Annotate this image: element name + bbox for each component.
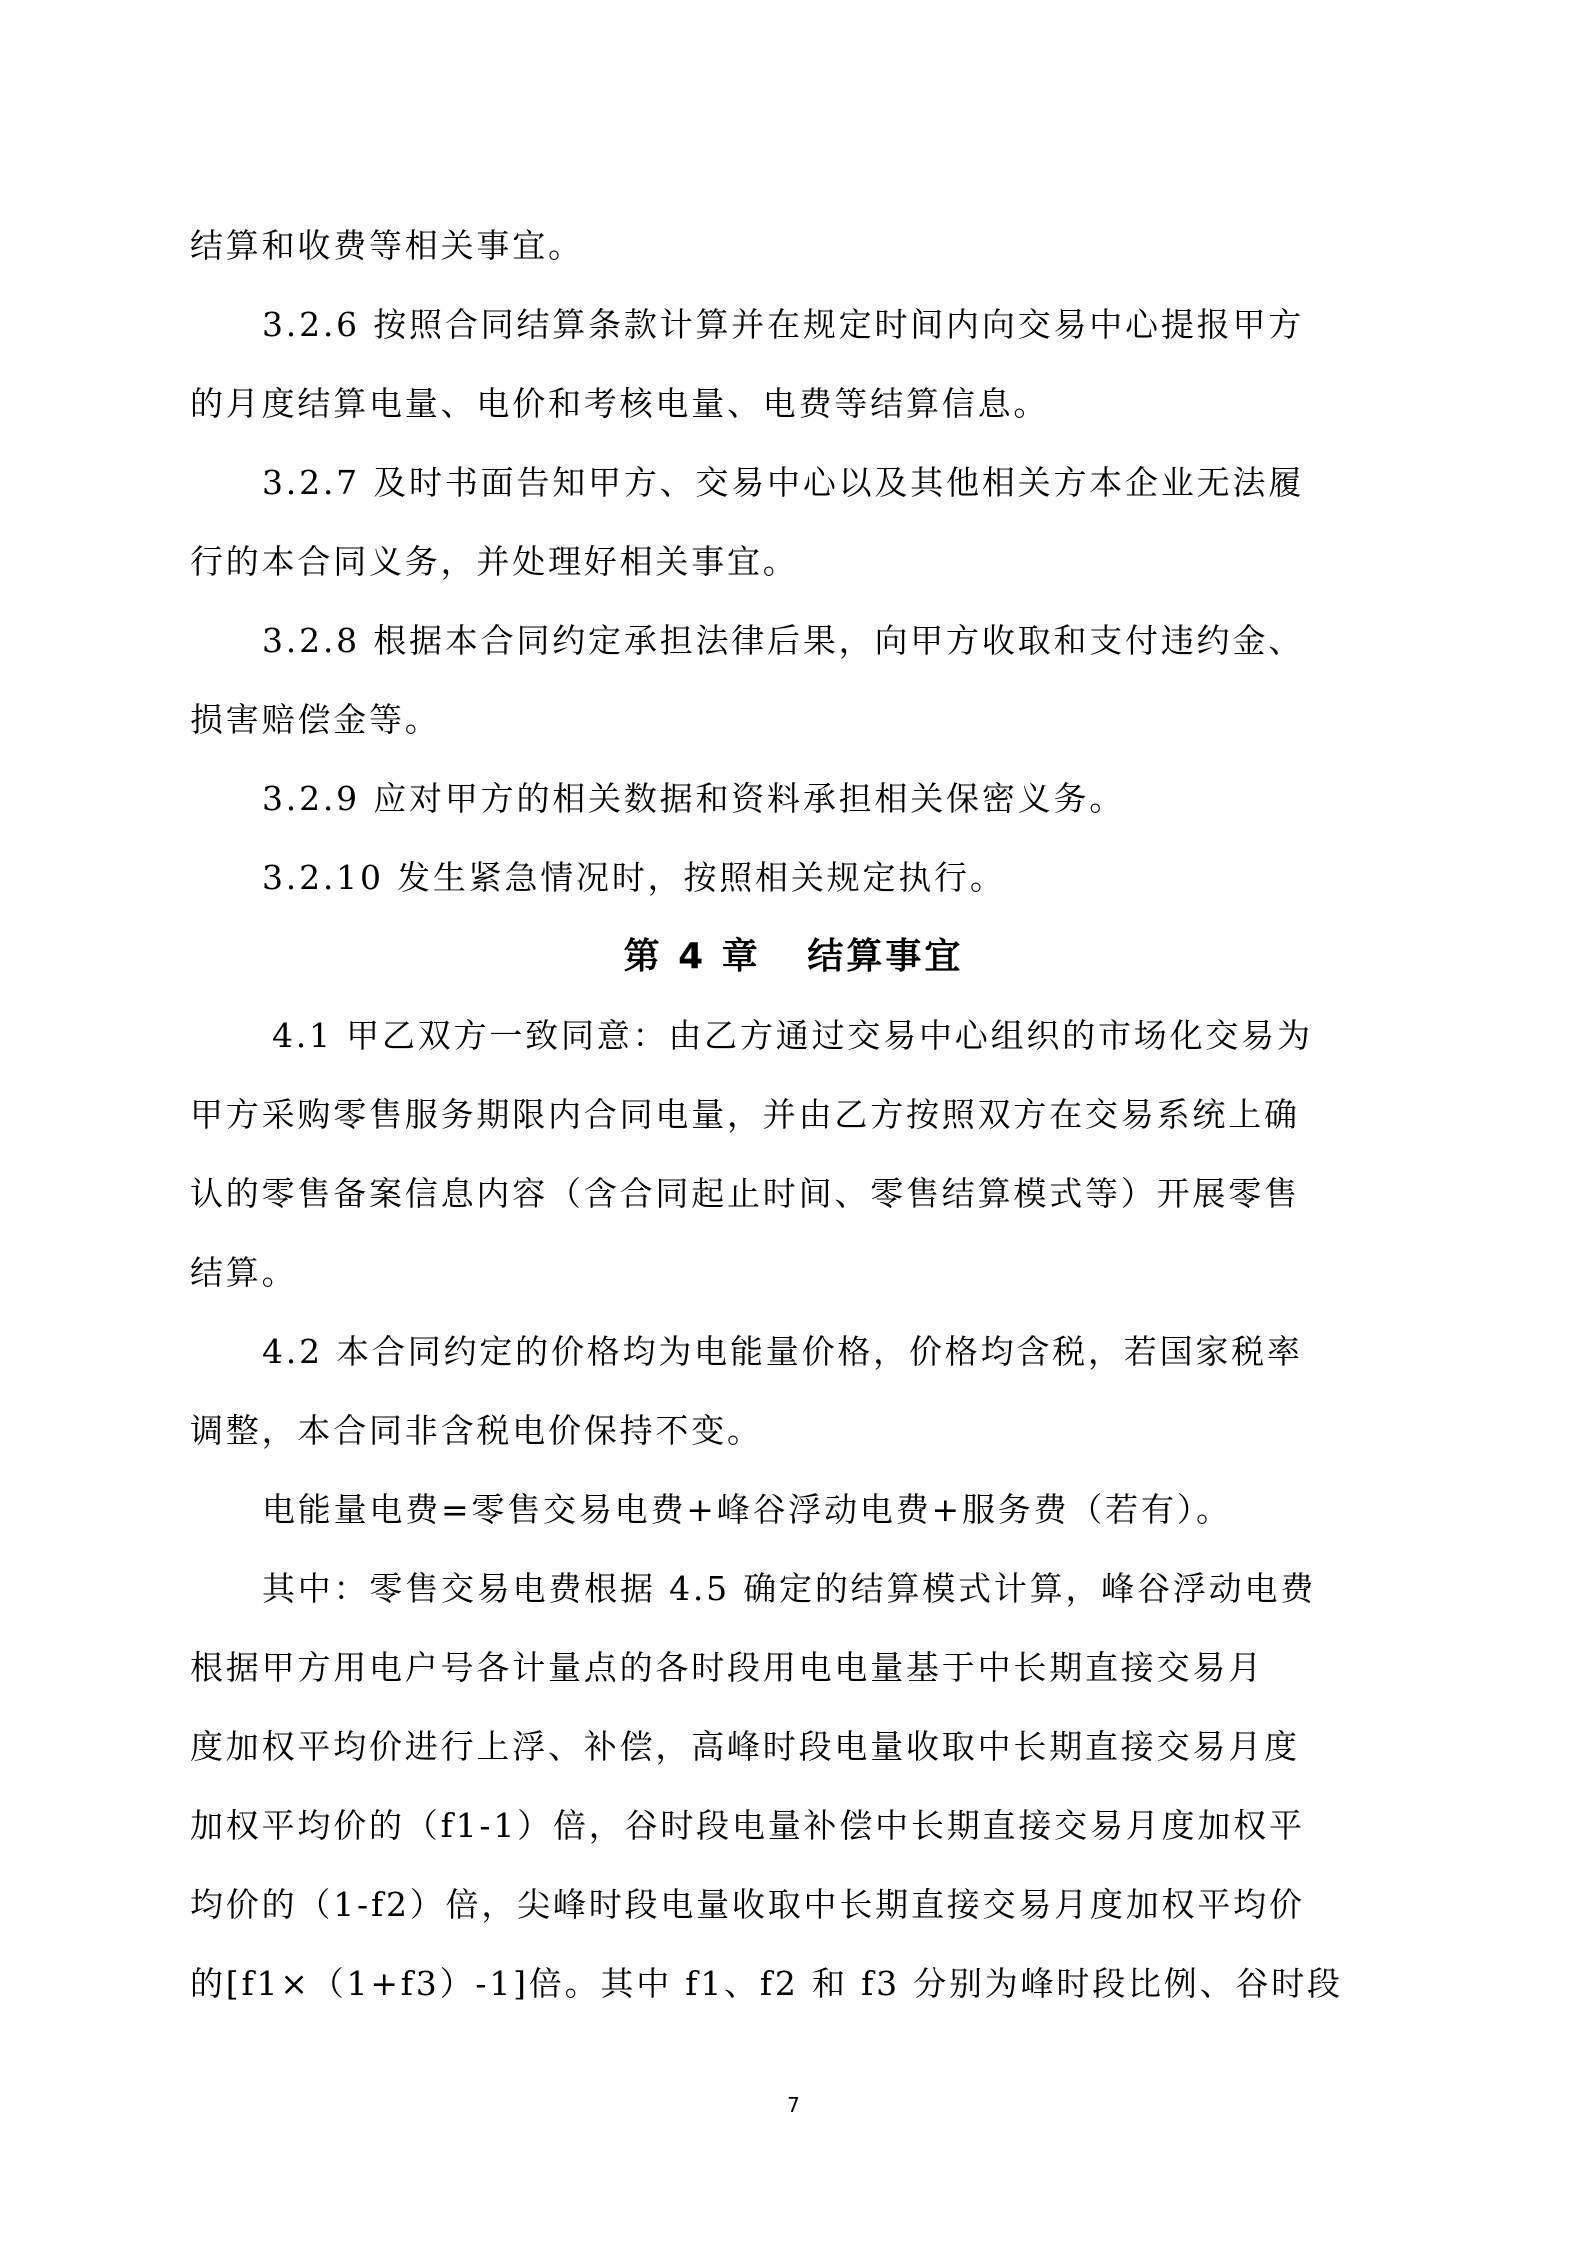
paragraph-line: 的月度结算电量、电价和考核电量、电费等结算信息。 [190,384,1050,423]
clause-3-2-7: 3.2.7 及时书面告知甲方、交易中心以及其他相关方本企业无法履 [262,463,1305,502]
paragraph-line: 加权平均价的（f1-1）倍，谷时段电量补偿中长期直接交易月度加权平 [190,1806,1305,1845]
clause-3-2-8: 3.2.8 根据本合同约定承担法律后果，向甲方收取和支付违约金、 [262,621,1305,660]
chapter-heading: 第 4 章 结算事宜 [623,936,964,977]
paragraph-line: 调整，本合同非含税电价保持不变。 [190,1411,763,1450]
clause-3-2-10: 3.2.10 发生紧急情况时，按照相关规定执行。 [262,858,1006,897]
formula-line: 电能量电费=零售交易电费+峰谷浮动电费+服务费（若有）。 [262,1490,1232,1529]
paragraph-line: 根据甲方用电户号各计量点的各时段用电电量基于中长期直接交易月 [190,1648,1264,1687]
paragraph-line: 结算和收费等相关事宜。 [190,226,584,265]
paragraph-line: 行的本合同义务，并处理好相关事宜。 [190,542,799,581]
paragraph-line: 结算。 [190,1253,298,1292]
clause-4-2: 4.2 本合同约定的价格均为电能量价格，价格均含税，若国家税率 [262,1332,1303,1371]
paragraph-line: 甲方采购零售服务期限内合同电量，并由乙方按照双方在交易系统上确 [190,1095,1300,1134]
clause-4-1: 4.1 甲乙双方一致同意：由乙方通过交易中心组织的市场化交易为 [272,1016,1313,1055]
paragraph-line: 的[f1×（1+f3）-1]倍。其中 f1、f2 和 f3 分别为峰时段比例、谷时段 [190,1964,1343,2003]
clause-3-2-6: 3.2.6 按照合同结算条款计算并在规定时间内向交易中心提报甲方 [262,305,1305,344]
paragraph-line: 损害赔偿金等。 [190,700,441,739]
paragraph-line: 度加权平均价进行上浮、补偿，高峰时段电量收取中长期直接交易月度 [190,1727,1300,1766]
paragraph-line: 认的零售备案信息内容（含合同起止时间、零售结算模式等）开展零售 [190,1174,1300,1213]
paragraph-line: 均价的（1-f2）倍，尖峰时段电量收取中长期直接交易月度加权平均价 [190,1885,1305,1924]
paragraph-line: 其中：零售交易电费根据 4.5 确定的结算模式计算，峰谷浮动电费 [262,1569,1317,1608]
page-number: 7 [787,2093,800,2117]
clause-3-2-9: 3.2.9 应对甲方的相关数据和资料承担相关保密义务。 [262,779,1126,818]
